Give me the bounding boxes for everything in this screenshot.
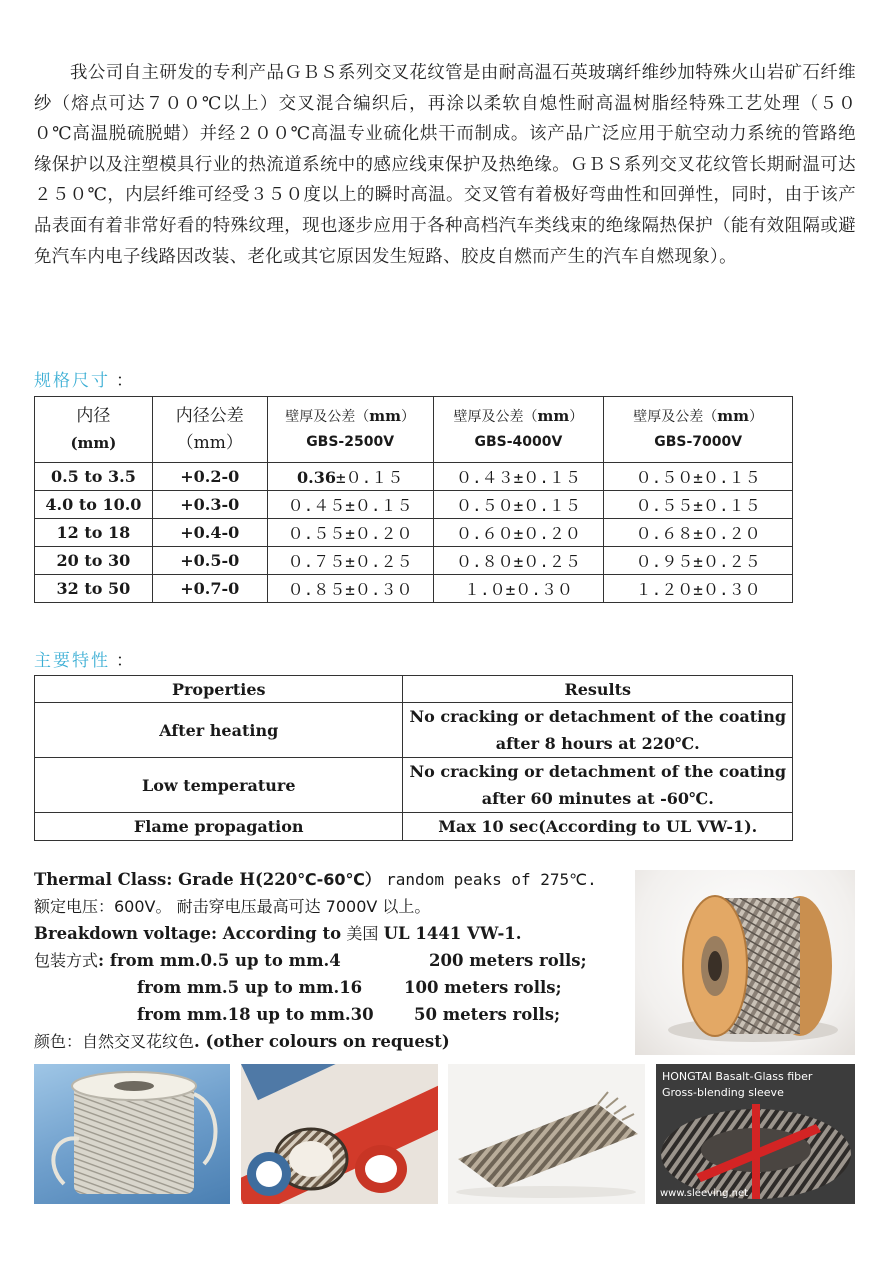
- breakdown-standard: UL 1441 VW-1.: [383, 924, 522, 943]
- spec-cell-tol: +0.5-0: [152, 547, 267, 575]
- props-result-line1: No cracking or detachment of the coating: [409, 707, 787, 726]
- spec-cell-id: 12 to 18: [35, 519, 153, 547]
- packing-range: from mm.18 up to mm.30: [137, 1005, 374, 1024]
- photo-caption-line1: HONGTAI Basalt-Glass fiber: [662, 1070, 813, 1083]
- spec-cell-7000: ０.９５±０.２５: [604, 547, 793, 575]
- table-row: [35, 491, 793, 519]
- spec-header-tol: [152, 397, 267, 463]
- spec-cell-2500: ０.７５±０.２５: [267, 547, 433, 575]
- spec-header-model-4000: GBS-4000V: [474, 434, 563, 450]
- spec-section-title: [34, 366, 135, 391]
- spec-header-tol-unit: （mm）: [176, 432, 243, 453]
- props-title-colon: ：: [116, 651, 135, 671]
- basalt-sleeve-image: [656, 1064, 855, 1204]
- spec-cell-id: 20 to 30: [35, 547, 153, 575]
- props-cell-property: After heating: [35, 703, 403, 758]
- spec-cell-7000: １.２０±０.３０: [604, 575, 793, 603]
- spec-cell-tol: +0.7-0: [152, 575, 267, 603]
- coil-product-image: [34, 1064, 230, 1204]
- spec-cell-4000: ０.４３±０.１５: [433, 463, 604, 491]
- packing-qty: 100 meters rolls;: [404, 978, 562, 997]
- spec-cell-4000: ０.５０±０.１５: [433, 491, 604, 519]
- breakdown-line: [34, 920, 634, 947]
- flat-sleeve-image: [448, 1064, 645, 1204]
- props-header-results: Results: [403, 676, 793, 703]
- props-section-title: [34, 646, 135, 671]
- props-cell-property: Low temperature: [35, 758, 403, 813]
- info-block: [34, 866, 634, 1055]
- table-row: [35, 519, 793, 547]
- spec-cell-4000: １.０±０.３０: [433, 575, 604, 603]
- spec-cell-tol: +0.3-0: [152, 491, 267, 519]
- props-title-text: 主要特性: [34, 651, 110, 671]
- spec-header-7000: [604, 397, 793, 463]
- spec-cell-id: 32 to 50: [35, 575, 153, 603]
- spec-header-model-7000: GBS-7000V: [654, 434, 743, 450]
- packing-label: 包装方式: [34, 951, 99, 970]
- spec-cell-7000: ０.６８±０.２０: [604, 519, 793, 547]
- packing-qty: 200 meters rolls;: [429, 951, 587, 970]
- spec-header-wall-label: 壁厚及公差（mm）: [633, 407, 763, 425]
- table-row: [35, 463, 793, 491]
- props-cell-property: Flame propagation: [35, 813, 403, 841]
- breakdown-label: Breakdown voltage: According to: [34, 924, 342, 943]
- table-row: [35, 758, 793, 813]
- spec-header-tol-label: 内径公差: [175, 405, 244, 426]
- spec-cell-id: 4.0 to 10.0: [35, 491, 153, 519]
- props-result-line2: after 60 minutes at -60℃.: [481, 789, 714, 808]
- color-value-en: . (other colours on request): [194, 1032, 450, 1051]
- photo-caption-url: www.sleeving.net: [660, 1188, 749, 1199]
- intro-paragraph: 我公司自主研发的专利产品ＧＢＳ系列交叉花纹管是由耐高温石英玻璃纤维纱加特殊火山岩矿石纤维纱（熔点可达７００℃以上）交叉混合编织后，再涂以柔软自熄性耐高温树脂经特殊工艺处理（５００℃高温脱硫脱蜡）并经２００℃高温专业硫化烘干而制成。该产品广泛应用于航空动力系统的管路绝缘保护以及注塑模具行业的热流道系统中的感应线束保护及热绝缘。ＧＢＳ系列交叉花纹管长期耐温可达２５０℃，内层纤维可经受３５０度以上的瞬时高温。交叉管有着极好弯曲性和回弹性，同时，由于该产品表面有着非常好看的特殊纹理，现也逐步应用于各种高档汽车类线束的绝缘隔热保护（能有效阻隔或避免汽车内电子线路因改装、老化或其它原因发生短路、胶皮自燃而产生的汽车自燃现象）。: [34, 63, 856, 267]
- spec-header-id: [35, 397, 153, 463]
- spec-cell-id: 0.5 to 3.5: [35, 463, 153, 491]
- packing-line: [34, 947, 634, 974]
- breakdown-country: 美国: [346, 924, 379, 943]
- packing-qty: 50 meters rolls;: [414, 1005, 561, 1024]
- spec-header-id-label: 内径: [76, 405, 111, 426]
- spec-cell-2500: [267, 463, 433, 491]
- color-line: [34, 1028, 634, 1055]
- props-result-line2: after 8 hours at 220℃.: [495, 734, 700, 753]
- spec-table: [34, 396, 793, 603]
- spec-cell-tol: +0.4-0: [152, 519, 267, 547]
- color-value-cn: ：自然交叉花纹色: [66, 1032, 195, 1051]
- table-row: [35, 813, 793, 841]
- props-table: [34, 675, 793, 841]
- spec-header-wall-label: 壁厚及公差（mm）: [453, 407, 584, 425]
- spec-cell-2500: ０.４５±０.１５: [267, 491, 433, 519]
- thermal-label: Thermal Class: Grade H(220: [34, 870, 298, 889]
- packing-line: [34, 974, 634, 1001]
- table-row: [35, 575, 793, 603]
- spec-cell-2500: ０.５５±０.２０: [267, 519, 433, 547]
- spec-cell-2500-rest: ±０.１５: [335, 468, 404, 487]
- spec-header-row: [35, 397, 793, 463]
- table-row: [35, 547, 793, 575]
- spool-product-image: [635, 870, 855, 1055]
- props-cell-result: Max 10 sec(According to UL VW-1).: [403, 813, 793, 841]
- table-row: [35, 703, 793, 758]
- spec-header-model-2500: GBS-2500V: [306, 434, 395, 450]
- spec-cell-4000: ０.６０±０.２０: [433, 519, 604, 547]
- spec-header-4000: [433, 397, 604, 463]
- color-label: 颜色: [34, 1032, 67, 1051]
- spec-header-2500: [267, 397, 433, 463]
- spec-header-id-unit: (mm): [70, 433, 117, 452]
- spec-cell-tol: +0.2-0: [152, 463, 267, 491]
- spec-cell-2500-bold: 0.36: [296, 468, 336, 487]
- spec-cell-7000: ０.５０±０.１５: [604, 463, 793, 491]
- packing-line: [34, 1001, 634, 1028]
- props-result-line1: No cracking or detachment of the coating: [409, 762, 787, 781]
- spec-title-text: 规格尺寸: [34, 371, 110, 391]
- spec-cell-4000: ０.８０±０.２５: [433, 547, 604, 575]
- thermal-class-line: [34, 866, 634, 893]
- props-header-row: [35, 676, 793, 703]
- packing-range: : from mm.0.5 up to mm.4: [98, 951, 341, 970]
- props-header-properties: Properties: [35, 676, 403, 703]
- spec-header-wall-label: 壁厚及公差（mm）: [285, 407, 415, 425]
- photo-caption-line2: Gross-blending sleeve: [662, 1086, 784, 1099]
- props-cell-result: [403, 758, 793, 813]
- spec-title-colon: ：: [116, 371, 135, 391]
- sleeve-samples-image: [241, 1064, 438, 1204]
- props-cell-result: [403, 703, 793, 758]
- thermal-peaks: random peaks of 275℃.: [386, 870, 597, 889]
- spec-cell-2500: ０.８５±０.３０: [267, 575, 433, 603]
- spec-cell-7000: ０.５５±０.１５: [604, 491, 793, 519]
- thermal-range: ℃-60℃）: [297, 870, 381, 889]
- rated-voltage-line: 额定电压：600V。 耐击穿电压最高可达 7000V 以上。: [34, 897, 431, 916]
- packing-range: from mm.5 up to mm.16: [137, 978, 363, 997]
